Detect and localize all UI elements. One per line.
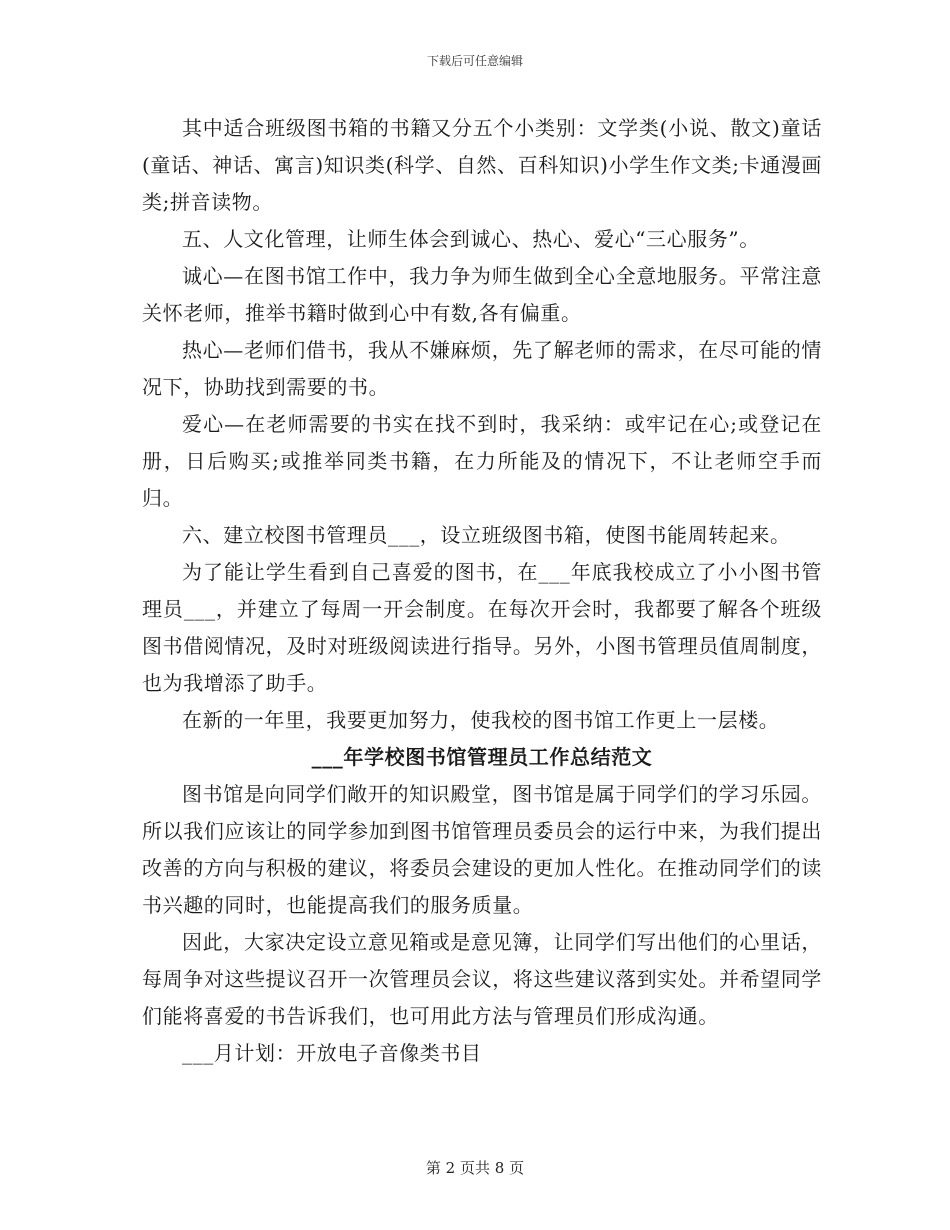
page-header-note: 下载后可任意编辑 bbox=[426, 54, 523, 68]
paragraph-book-categories: 其中适合班级图书箱的书籍又分五个小类别：文学类(小说、散文)童话(童话、神话、寓言)知识类(科学、自然、百科知识)小学生作文类;卡通漫画类;拼音读物。 bbox=[142, 116, 822, 214]
paragraph-section-five: 五、人文化管理，让师生体会到诚心、热心、爱心“三心服务”。 bbox=[182, 227, 760, 251]
paragraph-enthusiasm: 热心—老师们借书，我从不嫌麻烦，先了解老师的需求，在尽可能的情况下，协助找到需要的书。 bbox=[142, 338, 822, 399]
paragraph-section-six: 六、建立校图书管理员___，设立班级图书箱，使图书能周转起来。 bbox=[182, 523, 791, 547]
paragraph-student-librarians: 为了能让学生看到自己喜爱的图书，在___年底我校成立了小小图书管理员___，并建立了每周一开会制度。在每次开会时，我都要了解各个班级图书借阅情况，及时对班级阅读进行指导。另外，小图书管理员值周制度，也为我增添了助手。 bbox=[142, 560, 822, 695]
paragraph-love: 爱心—在老师需要的书实在找不到时，我采纳：或牢记在心;或登记在册，日后购买;或推举同类书籍，在力所能及的情况下，不让老师空手而归。 bbox=[142, 412, 822, 510]
page-footer-number: 第 2 页共 8 页 bbox=[425, 1159, 525, 1177]
document-body bbox=[142, 110, 822, 1072]
paragraph-month-plan: ___月计划：开放电子音像类书目 bbox=[182, 1041, 482, 1065]
section-title: ___年学校图书馆管理员工作总结范文 bbox=[311, 745, 653, 769]
paragraph-sincerity: 诚心—在图书馆工作中，我力争为师生做到全心全意地服务。平常注意关怀老师，推举书籍时做到心中有数,各有偏重。 bbox=[142, 264, 822, 325]
paragraph-new-year: 在新的一年里，我要更加努力，使我校的图书馆工作更上一层楼。 bbox=[182, 708, 780, 732]
paragraph-library-intro: 图书馆是向同学们敞开的知识殿堂，图书馆是属于同学们的学习乐园。所以我们应该让的同学参加到图书馆管理员委员会的运行中来，为我们提出改善的方向与积极的建议，将委员会建设的更加人性化。在推动同学们的读书兴趣的同时，也能提高我们的服务质量。 bbox=[142, 782, 822, 917]
paragraph-suggestion-box: 因此，大家决定设立意见箱或是意见簿，让同学们写出他们的心里话，每周争对这些提议召开一次管理员会议，将这些建议落到实处。并希望同学们能将喜爱的书告诉我们，也可用此方法与管理员们形成沟通。 bbox=[142, 930, 822, 1028]
